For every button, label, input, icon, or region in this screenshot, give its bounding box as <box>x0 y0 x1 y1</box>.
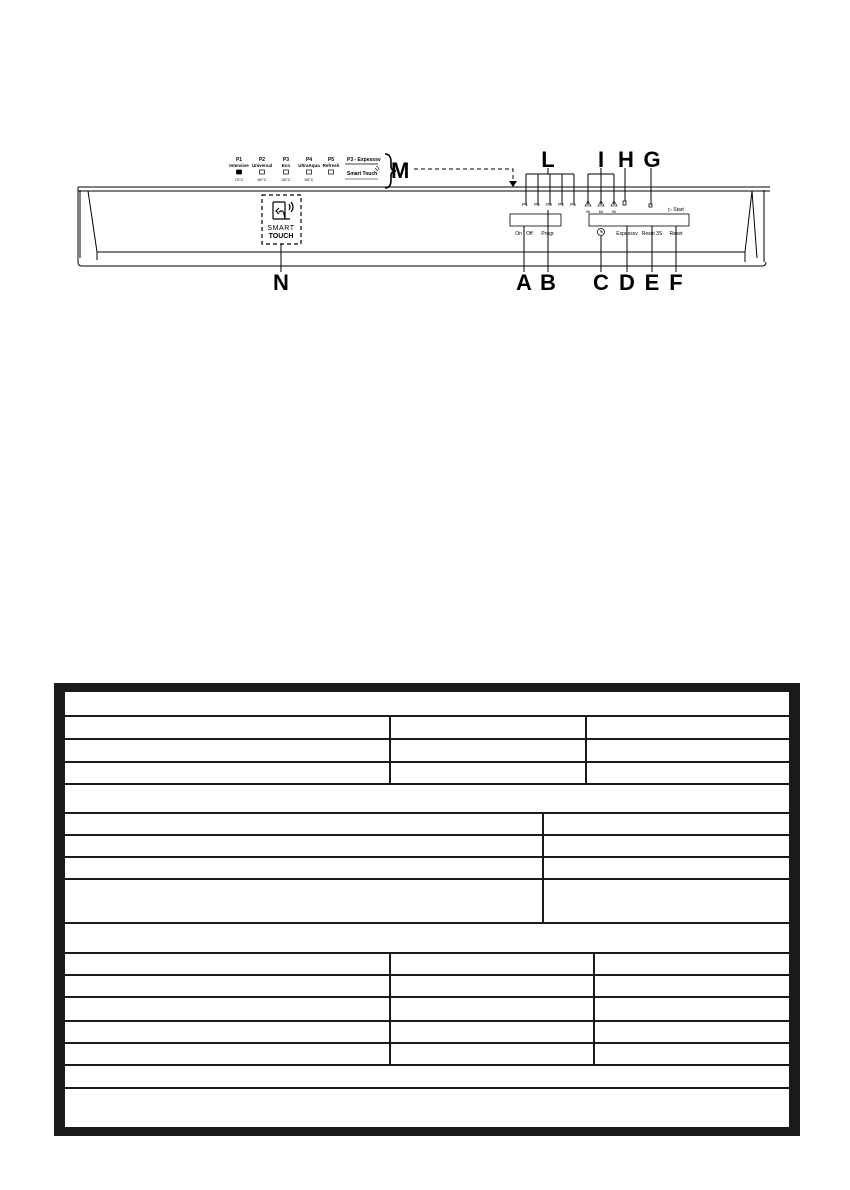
table-cell <box>65 717 389 738</box>
program-code: P4 <box>305 157 313 163</box>
program-name: UltraAqua <box>298 163 320 168</box>
program-name: Intensive <box>229 163 249 168</box>
delay-led-6h: 6h <box>598 209 604 214</box>
program-code: P2 <box>258 157 266 163</box>
table-row <box>65 998 789 1020</box>
program-code: P3 <box>282 157 290 163</box>
program-temp: 70°C <box>234 177 244 182</box>
table-row <box>65 976 789 996</box>
callout-d: D <box>619 270 635 295</box>
reset-button[interactable]: Reset <box>669 231 683 237</box>
callout-n: N <box>273 270 289 295</box>
table-cell <box>65 785 789 812</box>
table-cell <box>65 924 789 952</box>
smart-touch-label-2: TOUCH <box>268 233 294 240</box>
button-strip-right <box>589 214 689 226</box>
table-cell <box>542 836 789 856</box>
callout-m: M <box>391 158 410 183</box>
callout-h: H <box>618 147 634 172</box>
callout-b: B <box>540 270 556 295</box>
on-off-button[interactable]: On / Off <box>515 231 533 237</box>
progr-button[interactable]: Progr. <box>541 231 555 237</box>
delay-led-3h: 3h <box>585 209 591 214</box>
table-cell <box>542 814 789 834</box>
callout-a: A <box>516 270 532 295</box>
table-row <box>65 814 789 834</box>
reset3s-button[interactable]: Reset 3S <box>641 231 663 237</box>
program-name: Eco <box>281 163 291 168</box>
start-label: ▷ Start <box>668 207 684 213</box>
refresh-icon <box>329 170 334 174</box>
program-name: Refresh <box>322 163 340 168</box>
table-row <box>65 858 789 878</box>
table-cell <box>593 1022 789 1042</box>
table-row <box>65 880 789 922</box>
program-led-p1: P1 <box>522 202 528 207</box>
table-row <box>65 1044 789 1064</box>
table-cell <box>389 976 593 996</box>
table-row <box>65 924 789 952</box>
table-row <box>65 785 789 812</box>
program-legend <box>229 157 339 182</box>
table-row <box>65 1022 789 1042</box>
table-cell <box>65 836 542 856</box>
table-cell <box>593 1044 789 1064</box>
table-cell <box>389 954 593 974</box>
program-led-p3: P3 <box>546 202 552 207</box>
table-cell <box>65 763 389 783</box>
express-button[interactable]: Expesssv <box>616 231 638 237</box>
table-row <box>65 836 789 856</box>
table-cell <box>585 763 789 783</box>
table-cell <box>593 998 789 1020</box>
table-cell <box>542 880 789 922</box>
table-cell <box>389 1022 593 1042</box>
table-row <box>65 954 789 974</box>
program-code: P1 <box>235 157 243 163</box>
panel-body <box>78 187 770 266</box>
table-cell <box>65 1089 789 1127</box>
table-cell <box>65 1044 389 1064</box>
program-entry-p4 <box>298 157 320 182</box>
delay-button-icon[interactable] <box>598 229 605 236</box>
program-led-p2: P2 <box>534 202 540 207</box>
callout-e: E <box>644 270 660 295</box>
button-strip-left <box>510 214 561 226</box>
nfc-phone-icon <box>273 202 293 219</box>
table-cell <box>585 717 789 738</box>
program-code: P5 <box>327 157 335 163</box>
program-temp: 45°C <box>281 177 291 182</box>
table-cell <box>389 998 593 1020</box>
program-leds <box>522 202 576 207</box>
table-cell <box>389 717 585 738</box>
callout-l: L <box>541 147 555 172</box>
table-row <box>65 763 789 783</box>
callout-i: I <box>597 147 605 172</box>
pot-icon <box>237 170 242 174</box>
legend-line-2: Smart Touch <box>347 171 378 177</box>
callout-g: G <box>643 147 661 172</box>
table-cell <box>65 976 389 996</box>
callout-c: C <box>593 270 609 295</box>
cup-icon <box>260 170 265 174</box>
table-cell <box>65 692 789 715</box>
table-cell <box>65 740 389 761</box>
eco-icon <box>284 170 289 174</box>
arrow-head-icon <box>509 181 517 187</box>
table-row <box>65 717 789 738</box>
table-row <box>65 1089 789 1127</box>
program-temp: 60°C <box>257 177 267 182</box>
program-name: Universal <box>251 163 273 168</box>
dashed-arrow <box>414 169 513 183</box>
callout-f: F <box>669 270 683 295</box>
program-led-p5: P5 <box>570 202 576 207</box>
table-cell <box>65 858 542 878</box>
table-row <box>65 1066 789 1087</box>
program-entry-p1 <box>229 157 249 182</box>
led-h <box>623 201 626 205</box>
table-cell <box>542 858 789 878</box>
table-cell <box>65 1066 789 1087</box>
table-cell <box>65 998 389 1020</box>
table-cell <box>65 1022 389 1042</box>
legend-line-1: P3 - Expesssv <box>347 157 381 163</box>
table-cell <box>585 740 789 761</box>
delay-led-9h: 9h <box>611 209 617 214</box>
table-row <box>65 692 789 715</box>
table-cell <box>389 740 585 761</box>
table-cell <box>389 1044 593 1064</box>
specification-table <box>54 683 800 1136</box>
table-cell <box>65 814 542 834</box>
table-cell <box>593 954 789 974</box>
table-cell <box>389 763 585 783</box>
program-temp: 55°C <box>304 177 314 182</box>
program-led-p4: P4 <box>558 202 564 207</box>
glass-icon <box>307 170 312 174</box>
table-row <box>65 740 789 761</box>
table-cell <box>65 880 542 922</box>
led-g <box>649 204 652 207</box>
table-cell <box>593 976 789 996</box>
table-cell <box>65 954 389 974</box>
program-entry-p5 <box>323 157 340 174</box>
leader-lines <box>524 168 676 272</box>
smart-touch-label-1: SMART <box>267 225 295 232</box>
program-entry-p2 <box>252 157 272 182</box>
program-entry-p3 <box>282 157 291 182</box>
